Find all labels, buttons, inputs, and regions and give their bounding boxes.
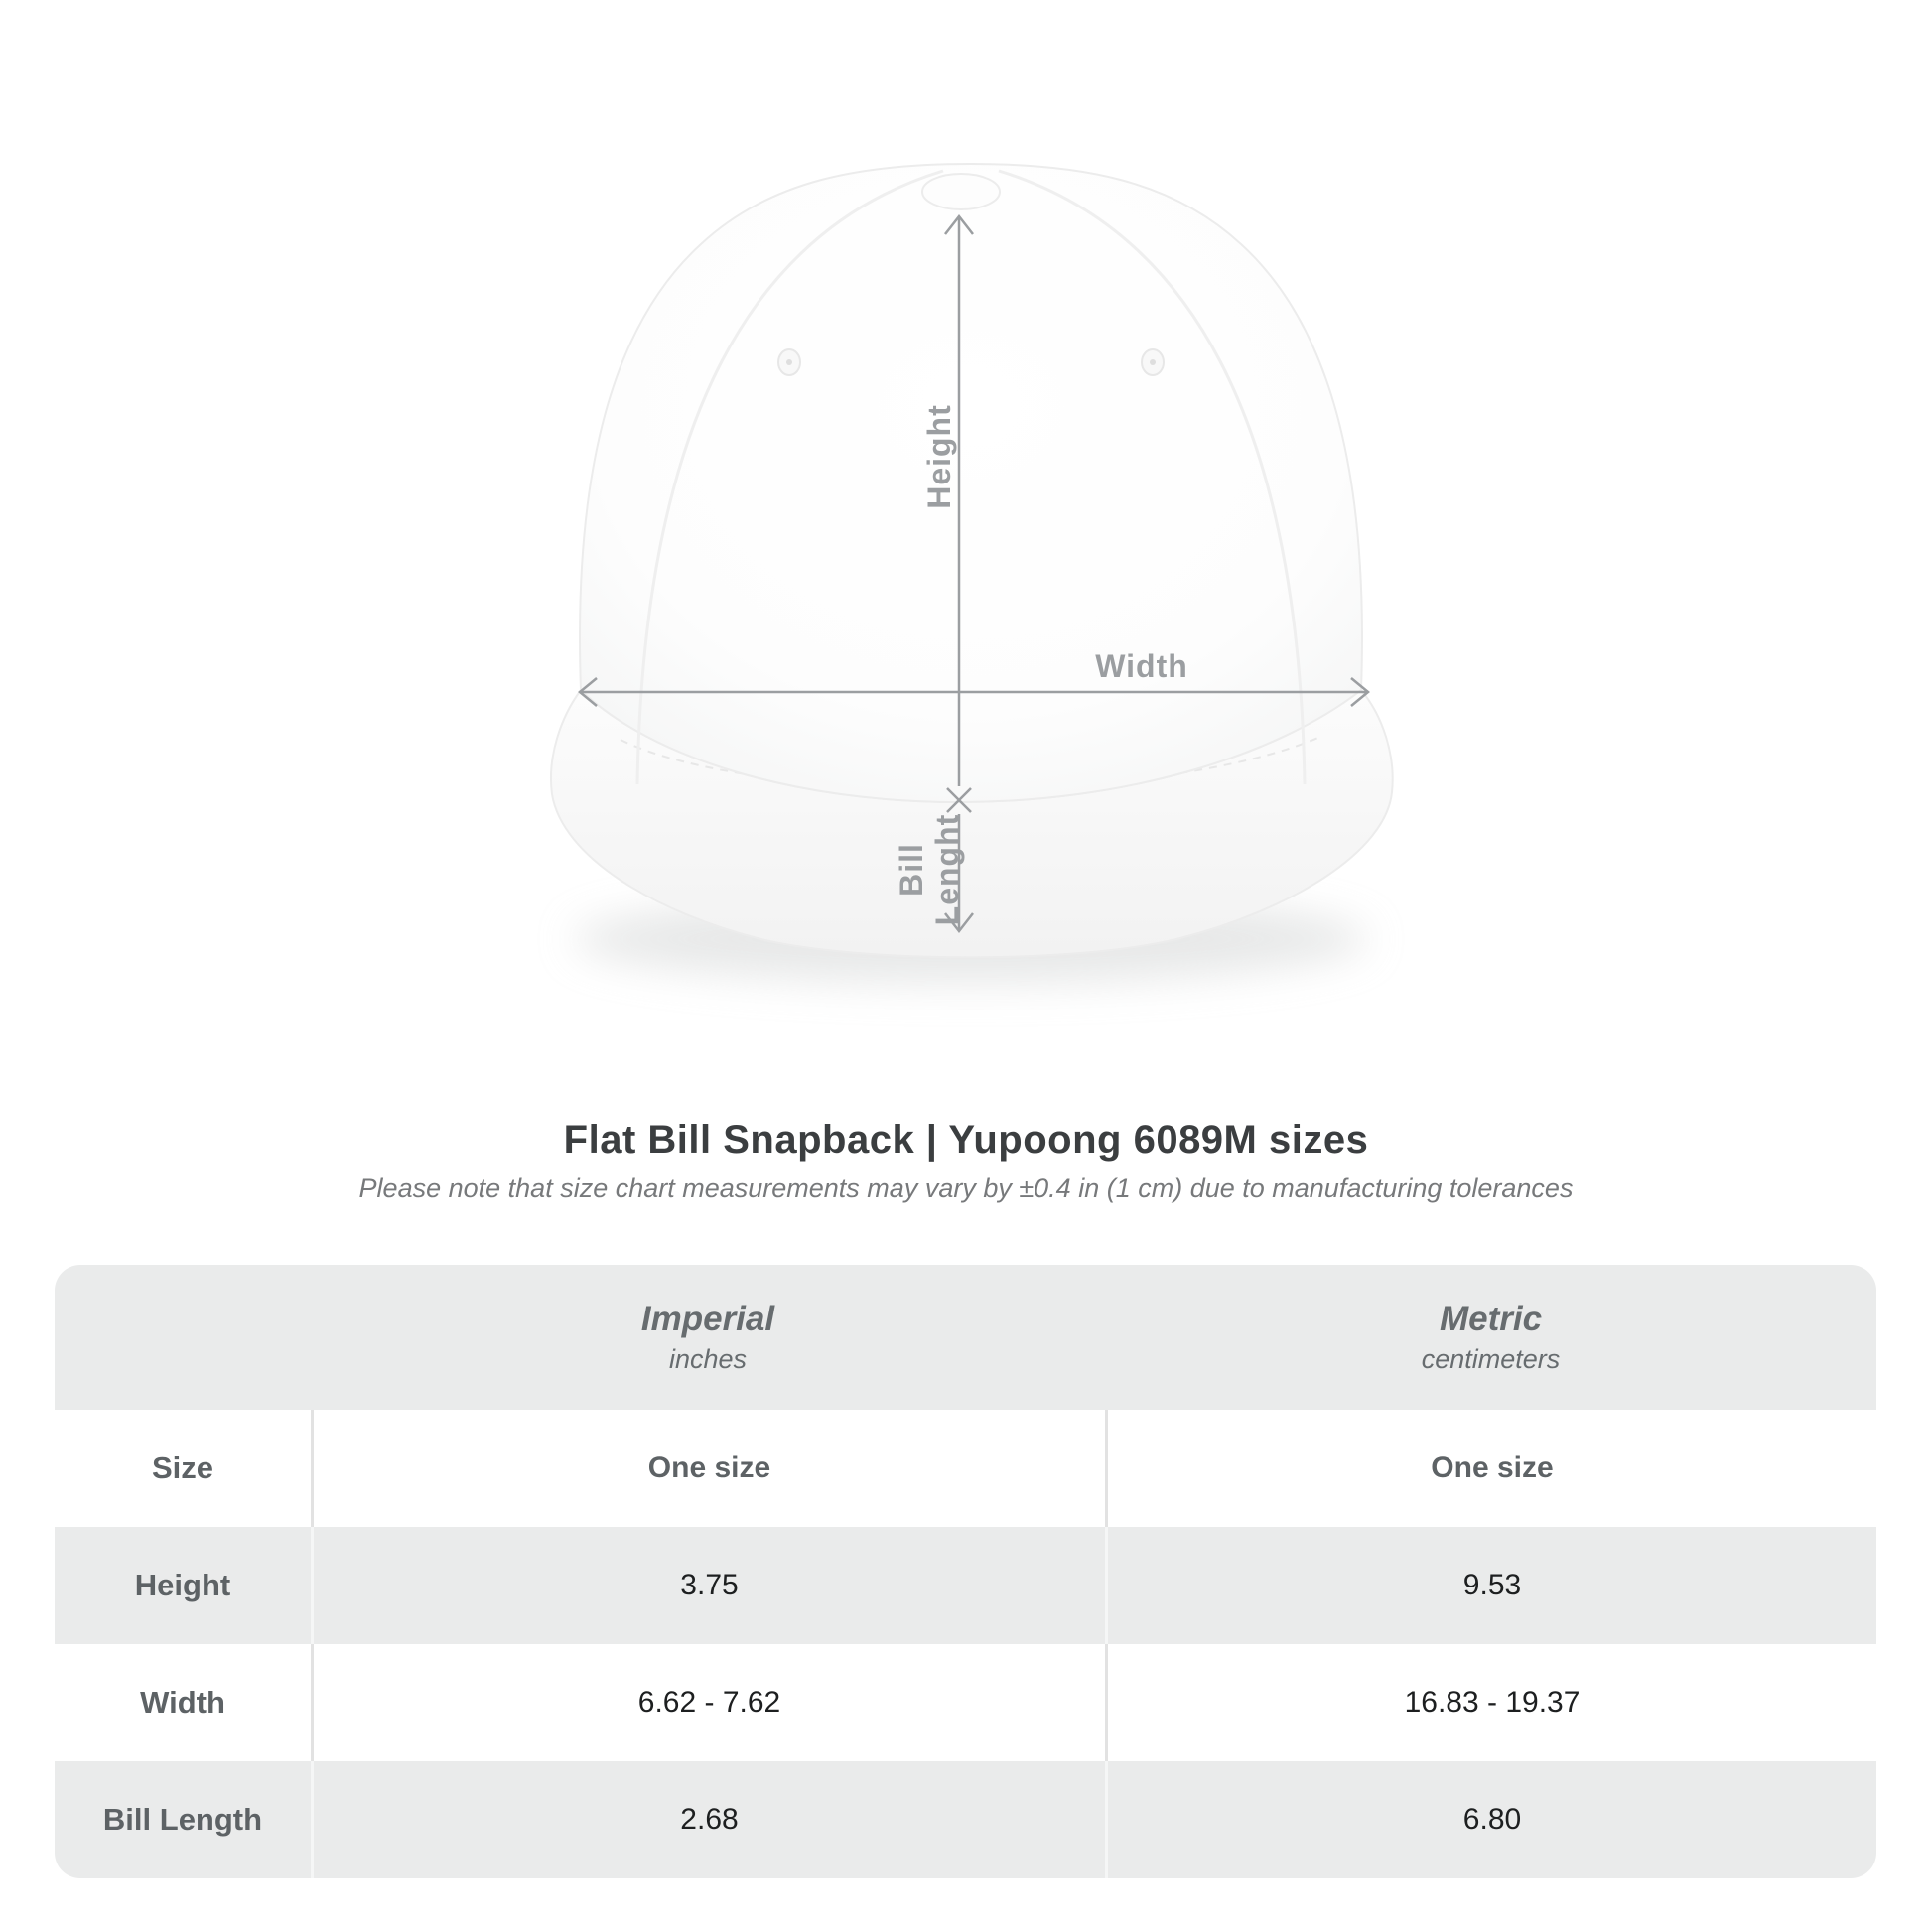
table-row-width <box>55 1644 1876 1761</box>
cap-crown <box>580 164 1362 802</box>
metric-column-header <box>1105 1265 1876 1410</box>
tolerance-note: Please note that size chart measurements may vary by ±0.4 in (1 cm) due to manufacturing tolerances <box>358 1173 1574 1203</box>
header-spacer-cell <box>55 1265 311 1410</box>
imperial-value-cell: 6.62 - 7.62 <box>637 1686 781 1719</box>
row-label: Bill Length <box>102 1802 263 1837</box>
table-row-height <box>55 1527 1876 1644</box>
size-table <box>55 1265 1876 1878</box>
metric-value-cell: One size <box>1431 1451 1554 1484</box>
cap-top-button <box>922 174 1000 209</box>
row-label: Width <box>140 1685 225 1720</box>
imperial-column-unit: inches <box>668 1344 748 1374</box>
imperial-value-cell: 3.75 <box>680 1569 739 1601</box>
metric-value-cell: 6.80 <box>1462 1803 1522 1836</box>
bill-length-arrow-label-line1: Bill <box>894 843 929 897</box>
page-title: Flat Bill Snapback | Yupoong 6089M sizes <box>563 1118 1369 1162</box>
imperial-column-title: Imperial <box>640 1300 775 1338</box>
bill-length-arrow-label-line2: Lenght <box>929 813 965 926</box>
table-row-size <box>55 1410 1876 1527</box>
row-label: Height <box>134 1568 231 1602</box>
metric-column-unit: centimeters <box>1421 1344 1561 1374</box>
height-arrow-label: Height <box>921 404 957 509</box>
cap-illustration <box>551 164 1393 957</box>
metric-column-title: Metric <box>1439 1300 1543 1338</box>
imperial-value-cell: One size <box>647 1451 771 1484</box>
imperial-value-cell: 2.68 <box>680 1803 739 1836</box>
metric-value-cell: 9.53 <box>1462 1569 1522 1601</box>
width-arrow-label: Width <box>1095 648 1188 684</box>
size-table-header <box>55 1265 1876 1410</box>
right-eyelet <box>1142 349 1164 375</box>
table-row-bill-length <box>55 1761 1876 1878</box>
imperial-column-header <box>311 1265 1105 1410</box>
metric-value-cell: 16.83 - 19.37 <box>1404 1686 1581 1719</box>
row-label: Size <box>151 1450 214 1485</box>
left-eyelet <box>778 349 800 375</box>
